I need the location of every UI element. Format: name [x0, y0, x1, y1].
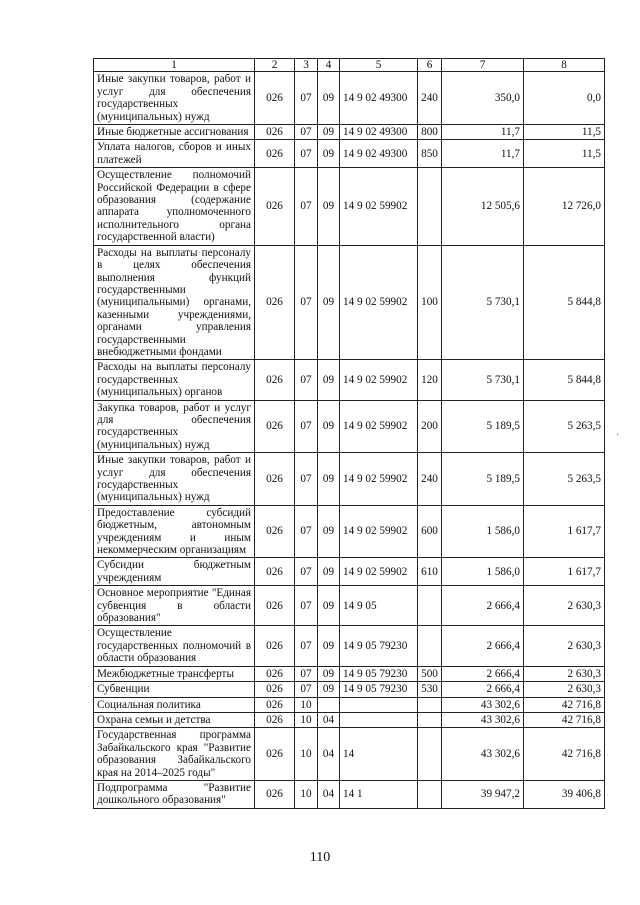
target-article-cell: 14 9 02 49300 [340, 125, 418, 140]
target-article-cell: 14 9 02 59902 [340, 245, 418, 360]
expense-type-cell: 240 [418, 453, 442, 506]
table-row [94, 168, 605, 245]
table-row [94, 125, 605, 140]
amount-col7-cell: 350,0 [442, 72, 524, 125]
expense-type-cell: 200 [418, 400, 442, 453]
amount-col7-cell: 11,7 [442, 140, 524, 168]
row-name-cell: Подпрограмма "Развитие дошкольного образования" [94, 780, 255, 808]
expense-type-cell [418, 626, 442, 666]
subsection-cell: 09 [318, 558, 340, 586]
header-row [94, 59, 605, 72]
expense-type-cell [418, 697, 442, 712]
table-row [94, 245, 605, 360]
org-code-cell: 026 [255, 360, 295, 400]
amount-col8-cell: 2 630,3 [524, 586, 605, 626]
org-code-cell: 026 [255, 505, 295, 558]
org-code-cell: 026 [255, 682, 295, 697]
row-name-cell: Иные закупки товаров, работ и услуг для обеспечения государственных (муниципальных) нужд [94, 72, 255, 125]
amount-col8-cell: 42 716,8 [524, 697, 605, 712]
org-code-cell: 026 [255, 168, 295, 245]
org-code-cell: 026 [255, 125, 295, 140]
subsection-cell: 09 [318, 666, 340, 681]
target-article-cell [340, 712, 418, 727]
table-row [94, 666, 605, 681]
amount-col8-cell: 12 726,0 [524, 168, 605, 245]
row-name-cell: Социальная политика [94, 697, 255, 712]
section-cell: 07 [295, 453, 318, 506]
amount-col7-cell: 2 666,4 [442, 682, 524, 697]
amount-col7-cell: 39 947,2 [442, 780, 524, 808]
row-name-cell: Государственная программа Забайкальского края "Развитие образования Забайкальского края на 2014–2025 годы" [94, 728, 255, 781]
amount-col7-cell: 2 666,4 [442, 666, 524, 681]
expense-type-cell: 600 [418, 505, 442, 558]
col-header-5: 5 [340, 59, 418, 72]
org-code-cell: 026 [255, 72, 295, 125]
amount-col8-cell: 1 617,7 [524, 558, 605, 586]
table-row [94, 140, 605, 168]
amount-col8-cell: 42 716,8 [524, 712, 605, 727]
target-article-cell: 14 9 02 59902 [340, 453, 418, 506]
expense-type-cell: 530 [418, 682, 442, 697]
expense-type-cell [418, 780, 442, 808]
amount-col7-cell: 5 730,1 [442, 360, 524, 400]
expense-type-cell: 100 [418, 245, 442, 360]
amount-col7-cell: 43 302,6 [442, 697, 524, 712]
target-article-cell: 14 9 05 79230 [340, 682, 418, 697]
subsection-cell: 09 [318, 626, 340, 666]
amount-col7-cell: 43 302,6 [442, 728, 524, 781]
page-number: 110 [309, 850, 331, 865]
row-name-cell: Расходы на выплаты персоналу в целях обеспечения выполнения функций государственными (муниципальными) органами, казенными учреждениями, органами управления государственными внебюджетными фондами [94, 245, 255, 360]
amount-col8-cell: 5 263,5 [524, 400, 605, 453]
amount-col8-cell: 2 630,3 [524, 666, 605, 681]
target-article-cell: 14 9 02 49300 [340, 140, 418, 168]
row-name-cell: Расходы на выплаты персоналу государственных (муниципальных) органов [94, 360, 255, 400]
org-code-cell: 026 [255, 697, 295, 712]
row-name-cell: Предоставление субсидий бюджетным, автономным учреждениям и иным некоммерческим организациям [94, 505, 255, 558]
subsection-cell [318, 697, 340, 712]
row-name-cell: Осуществление полномочий Российской Федерации в сфере образования (содержание аппарата уполномоченного исполнительного органа государственной власти) [94, 168, 255, 245]
section-cell: 10 [295, 697, 318, 712]
section-cell: 10 [295, 780, 318, 808]
subsection-cell: 09 [318, 140, 340, 168]
subsection-cell: 09 [318, 682, 340, 697]
amount-col8-cell: 2 630,3 [524, 626, 605, 666]
expense-type-cell: 120 [418, 360, 442, 400]
section-cell: 07 [295, 400, 318, 453]
budget-table [93, 58, 605, 809]
scan-artifact-mark: · [616, 430, 620, 441]
target-article-cell: 14 9 05 79230 [340, 666, 418, 681]
org-code-cell: 026 [255, 780, 295, 808]
expense-type-cell: 240 [418, 72, 442, 125]
amount-col8-cell: 5 844,8 [524, 360, 605, 400]
amount-col7-cell: 12 505,6 [442, 168, 524, 245]
subsection-cell: 09 [318, 453, 340, 506]
row-name-cell: Осуществление государственных полномочий в области образования [94, 626, 255, 666]
col-header-6: 6 [418, 59, 442, 72]
org-code-cell: 026 [255, 728, 295, 781]
target-article-cell: 14 9 05 79230 [340, 626, 418, 666]
subsection-cell: 09 [318, 400, 340, 453]
amount-col7-cell: 1 586,0 [442, 505, 524, 558]
amount-col8-cell: 0,0 [524, 72, 605, 125]
org-code-cell: 026 [255, 712, 295, 727]
section-cell: 07 [295, 360, 318, 400]
table-row [94, 626, 605, 666]
section-cell: 07 [295, 168, 318, 245]
table-row [94, 712, 605, 727]
target-article-cell: 14 9 02 59902 [340, 168, 418, 245]
expense-type-cell: 850 [418, 140, 442, 168]
section-cell: 07 [295, 682, 318, 697]
amount-col8-cell: 5 844,8 [524, 245, 605, 360]
row-name-cell: Охрана семьи и детства [94, 712, 255, 727]
amount-col7-cell: 11,7 [442, 125, 524, 140]
expense-type-cell: 800 [418, 125, 442, 140]
target-article-cell: 14 9 02 49300 [340, 72, 418, 125]
table-row [94, 697, 605, 712]
row-name-cell: Иные закупки товаров, работ и услуг для обеспечения государственных (муниципальных) нужд [94, 453, 255, 506]
table-row [94, 505, 605, 558]
row-name-cell: Уплата налогов, сборов и иных платежей [94, 140, 255, 168]
col-header-8: 8 [524, 59, 605, 72]
subsection-cell: 09 [318, 586, 340, 626]
org-code-cell: 026 [255, 245, 295, 360]
section-cell: 07 [295, 245, 318, 360]
target-article-cell: 14 9 02 59902 [340, 360, 418, 400]
expense-type-cell [418, 728, 442, 781]
org-code-cell: 026 [255, 586, 295, 626]
table-row [94, 360, 605, 400]
amount-col8-cell: 5 263,5 [524, 453, 605, 506]
col-header-2: 2 [255, 59, 295, 72]
section-cell: 10 [295, 712, 318, 727]
col-header-1: 1 [94, 59, 255, 72]
table-row [94, 453, 605, 506]
amount-col7-cell: 1 586,0 [442, 558, 524, 586]
amount-col7-cell: 5 730,1 [442, 245, 524, 360]
section-cell: 07 [295, 140, 318, 168]
subsection-cell: 04 [318, 780, 340, 808]
target-article-cell: 14 [340, 728, 418, 781]
target-article-cell: 14 9 02 59902 [340, 400, 418, 453]
section-cell: 07 [295, 72, 318, 125]
target-article-cell [340, 697, 418, 712]
section-cell: 07 [295, 125, 318, 140]
table-row [94, 682, 605, 697]
amount-col7-cell: 2 666,4 [442, 586, 524, 626]
amount-col7-cell: 5 189,5 [442, 400, 524, 453]
amount-col7-cell: 43 302,6 [442, 712, 524, 727]
subsection-cell: 09 [318, 505, 340, 558]
section-cell: 07 [295, 586, 318, 626]
target-article-cell: 14 9 02 59902 [340, 505, 418, 558]
org-code-cell: 026 [255, 666, 295, 681]
org-code-cell: 026 [255, 140, 295, 168]
col-header-4: 4 [318, 59, 340, 72]
row-name-cell: Субсидии бюджетным учреждениям [94, 558, 255, 586]
amount-col8-cell: 11,5 [524, 125, 605, 140]
row-name-cell: Основное мероприятие "Единая субвенция в области образования" [94, 586, 255, 626]
expense-type-cell [418, 712, 442, 727]
target-article-cell: 14 9 05 [340, 586, 418, 626]
org-code-cell: 026 [255, 453, 295, 506]
amount-col7-cell: 5 189,5 [442, 453, 524, 506]
subsection-cell: 04 [318, 728, 340, 781]
subsection-cell: 09 [318, 245, 340, 360]
section-cell: 07 [295, 558, 318, 586]
col-header-3: 3 [295, 59, 318, 72]
expense-type-cell: 500 [418, 666, 442, 681]
amount-col8-cell: 11,5 [524, 140, 605, 168]
amount-col8-cell: 2 630,3 [524, 682, 605, 697]
target-article-cell: 14 1 [340, 780, 418, 808]
amount-col7-cell: 2 666,4 [442, 626, 524, 666]
expense-type-cell [418, 168, 442, 245]
table-row [94, 728, 605, 781]
table-row [94, 400, 605, 453]
table-row [94, 558, 605, 586]
section-cell: 07 [295, 666, 318, 681]
row-name-cell: Иные бюджетные ассигнования [94, 125, 255, 140]
amount-col8-cell: 42 716,8 [524, 728, 605, 781]
subsection-cell: 09 [318, 360, 340, 400]
target-article-cell: 14 9 02 59902 [340, 558, 418, 586]
subsection-cell: 09 [318, 72, 340, 125]
org-code-cell: 026 [255, 626, 295, 666]
expense-type-cell: 610 [418, 558, 442, 586]
table-row [94, 72, 605, 125]
row-name-cell: Межбюджетные трансферты [94, 666, 255, 681]
table-row [94, 586, 605, 626]
expense-type-cell [418, 586, 442, 626]
section-cell: 10 [295, 728, 318, 781]
org-code-cell: 026 [255, 400, 295, 453]
org-code-cell: 026 [255, 558, 295, 586]
section-cell: 07 [295, 626, 318, 666]
amount-col8-cell: 1 617,7 [524, 505, 605, 558]
subsection-cell: 09 [318, 168, 340, 245]
row-name-cell: Закупка товаров, работ и услуг для обеспечения государственных (муниципальных) нужд [94, 400, 255, 453]
amount-col8-cell: 39 406,8 [524, 780, 605, 808]
col-header-7: 7 [442, 59, 524, 72]
subsection-cell: 04 [318, 712, 340, 727]
section-cell: 07 [295, 505, 318, 558]
subsection-cell: 09 [318, 125, 340, 140]
row-name-cell: Субвенции [94, 682, 255, 697]
table-row [94, 780, 605, 808]
